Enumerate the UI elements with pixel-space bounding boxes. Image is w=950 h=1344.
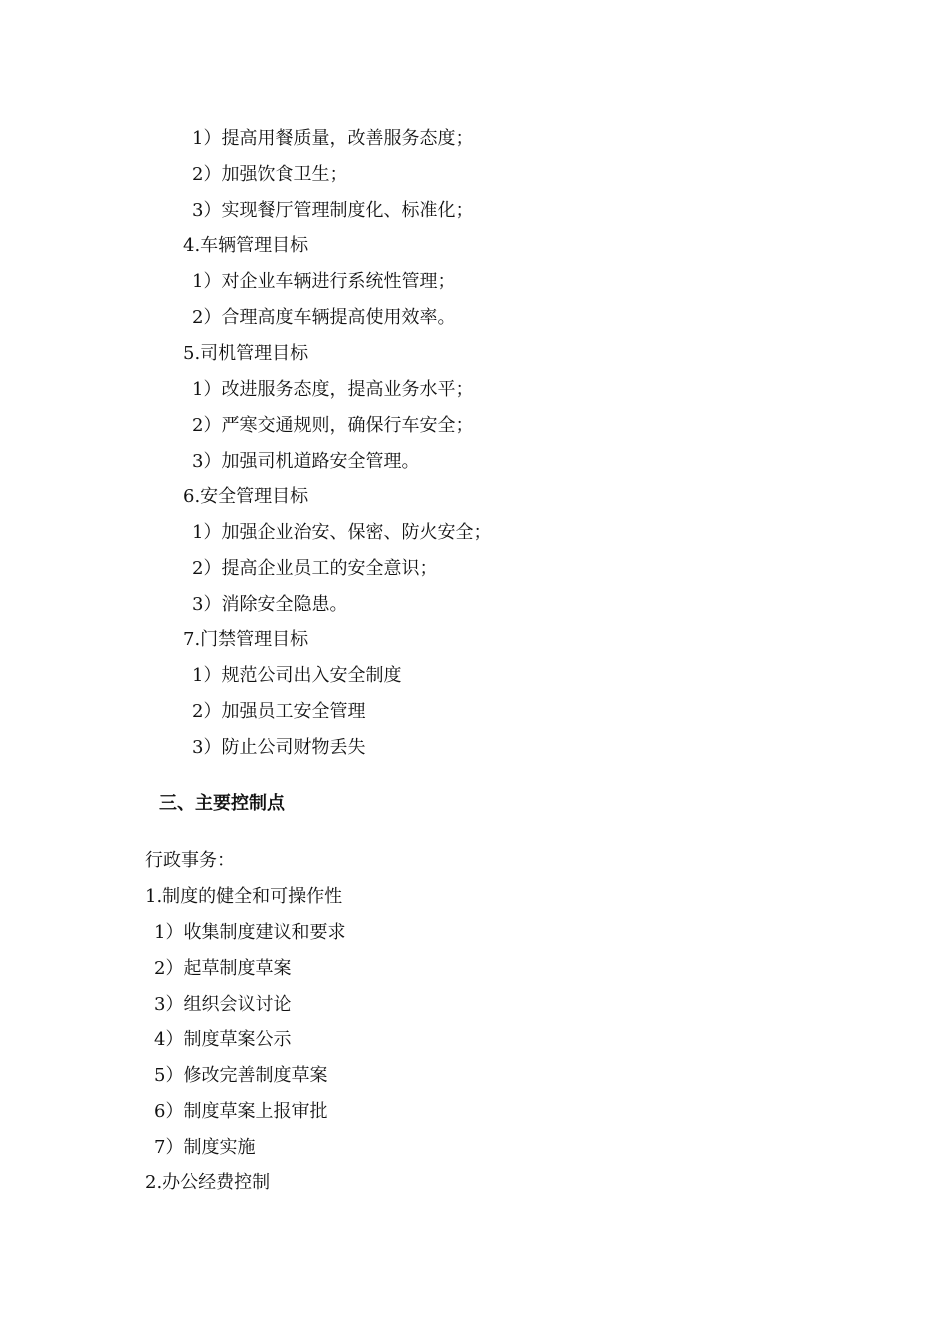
rules-item-7: 7）制度实施 <box>154 1137 256 1158</box>
rules-item-2: 2）起草制度草案 <box>154 958 292 979</box>
vehicle-goal-item-2: 2）合理高度车辆提高使用效率。 <box>192 307 456 328</box>
safety-goal-item-1: 1）加强企业治安、保密、防火安全； <box>192 522 492 543</box>
driver-goal-item-2: 2）严寒交通规则，确保行车安全； <box>192 415 474 436</box>
section-heading-control-points: 三、主要控制点 <box>159 793 285 814</box>
rules-item-5: 5）修改完善制度草案 <box>154 1065 328 1086</box>
access-goal-title: 7.门禁管理目标 <box>183 629 309 650</box>
rules-item-1: 1）收集制度建议和要求 <box>154 922 346 943</box>
safety-goal-item-2: 2）提高企业员工的安全意识； <box>192 558 438 579</box>
access-goal-item-1: 1）规范公司出入安全制度 <box>192 665 402 686</box>
canteen-goal-item-1: 1）提高用餐质量，改善服务态度； <box>192 128 474 149</box>
vehicle-goal-item-1: 1）对企业车辆进行系统性管理； <box>192 271 456 292</box>
driver-goal-title: 5.司机管理目标 <box>183 343 309 364</box>
driver-goal-item-3: 3）加强司机道路安全管理。 <box>192 451 420 472</box>
office-expense-title: 2.办公经费控制 <box>145 1172 271 1193</box>
safety-goal-title: 6.安全管理目标 <box>183 486 309 507</box>
access-goal-item-3: 3）防止公司财物丢失 <box>192 737 366 758</box>
canteen-goal-item-3: 3）实现餐厅管理制度化、标准化； <box>192 200 474 221</box>
rules-item-4: 4）制度草案公示 <box>154 1029 292 1050</box>
access-goal-item-2: 2）加强员工安全管理 <box>192 701 366 722</box>
vehicle-goal-title: 4.车辆管理目标 <box>183 235 309 256</box>
admin-affairs-intro: 行政事务： <box>145 850 235 871</box>
rules-title: 1.制度的健全和可操作性 <box>145 886 343 907</box>
safety-goal-item-3: 3）消除安全隐患。 <box>192 594 348 615</box>
rules-item-6: 6）制度草案上报审批 <box>154 1101 328 1122</box>
driver-goal-item-1: 1）改进服务态度，提高业务水平； <box>192 379 474 400</box>
canteen-goal-item-2: 2）加强饮食卫生； <box>192 164 348 185</box>
rules-item-3: 3）组织会议讨论 <box>154 994 292 1015</box>
